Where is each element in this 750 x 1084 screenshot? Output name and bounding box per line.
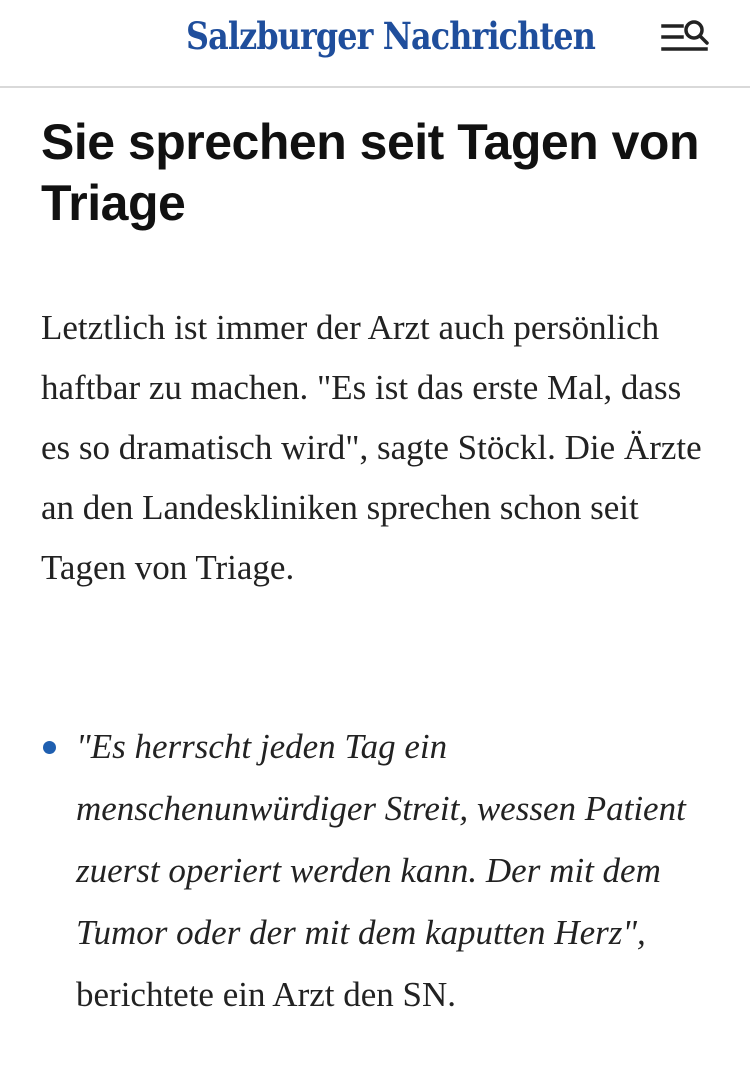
article-body xyxy=(41,112,711,1014)
bullet-icon xyxy=(43,741,56,754)
quote-text: "Es herrscht jeden Tag ein menschenunwürdiger Streit, wessen Patient zuerst operiert werden kann. Der mit dem Tumor oder der mit dem kaputten Herz", xyxy=(76,727,686,952)
quote-list xyxy=(41,716,711,1026)
site-header xyxy=(0,0,750,88)
site-logo[interactable]: Salzburger Nachrichten xyxy=(186,14,595,58)
list-item xyxy=(41,716,711,1026)
quote-attribution: berichtete ein Arzt den SN. xyxy=(76,975,457,1014)
article-paragraph: Letztlich ist immer der Arzt auch persönlich haftbar zu machen. "Es ist das erste Mal, dass es so dramatisch wird", sagte Stöckl. Die Ärzte an den Landeskliniken sprechen schon seit Tagen von Triage. xyxy=(41,308,702,587)
menu-search-icon xyxy=(660,18,710,58)
article-headline: Sie sprechen seit Tagen von Triage xyxy=(41,114,700,231)
menu-search-button[interactable] xyxy=(660,18,710,58)
